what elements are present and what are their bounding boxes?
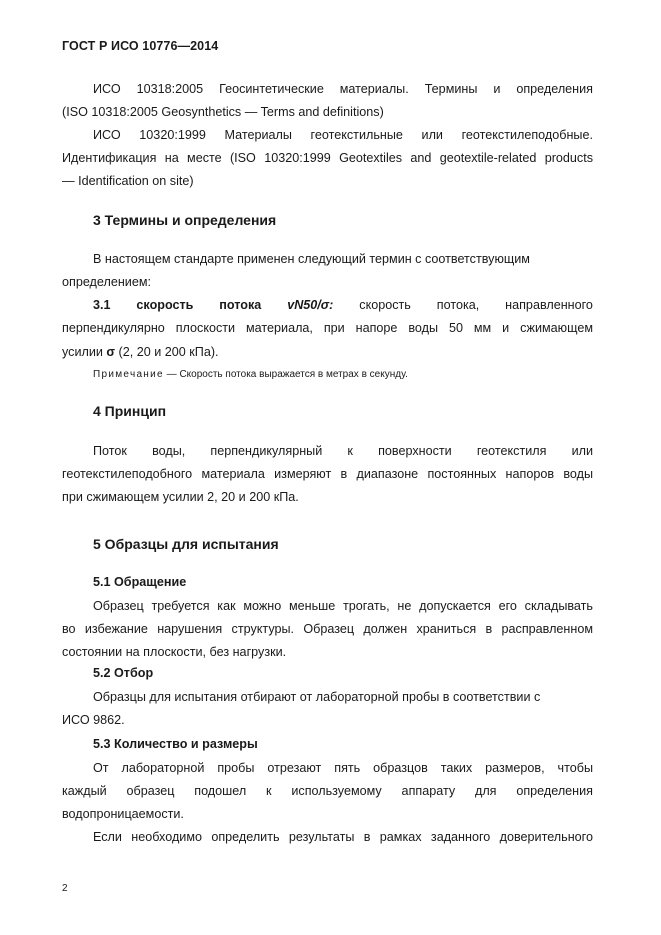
ref-2-line-2: Идентификация на месте (ISO 10320:1999 Geotextiles and geotextile-related products: [62, 151, 593, 165]
term-3-1-line-1: [93, 294, 593, 317]
note-text: — Скорость потока выражается в метрах в секунду.: [163, 369, 408, 380]
ref-1-line-2: (ISO 10318:2005 Geosynthetics — Terms and definitions): [62, 105, 384, 119]
term-word-1: скорость: [136, 298, 194, 312]
term-def-word-1: скорость: [359, 298, 411, 312]
section-3-intro-line-1: В настоящем стандарте применен следующий термин с соответствующим: [93, 252, 530, 266]
section-5-1-heading: 5.1 Обращение: [93, 575, 187, 589]
term-number: 3.1: [93, 298, 111, 312]
section-5-3-line-3: водопроницаемости.: [62, 807, 184, 821]
section-5-2-line-2: ИСО 9862.: [62, 713, 125, 727]
term-line-3-end: (2, 20 и 200 кПа).: [118, 345, 219, 359]
section-5-1-line-2: во избежание нарушения структуры. Образец должен храниться в расправленном: [62, 622, 593, 636]
note: [93, 369, 408, 380]
section-5-3-line-1: От лабораторной пробы отрезают пять образцов таких размеров, чтобы: [93, 761, 593, 775]
term-3-1-line-2: перпендикулярно плоскости материала, при напоре воды 50 мм и сжимающем: [62, 321, 593, 335]
section-5-3-line-2: каждый образец подошел к используемому аппарату для определения: [62, 784, 593, 798]
section-5-2-heading: 5.2 Отбор: [93, 666, 154, 680]
note-label: Примечание: [93, 369, 164, 380]
section-4-line-3: при сжимающем усилии 2, 20 и 200 кПа.: [62, 490, 299, 504]
ref-1-line-1: ИСО 10318:2005 Геосинтетические материалы. Термины и определения: [93, 82, 593, 96]
section-5-1-line-3: состоянии на плоскости, без нагрузки.: [62, 645, 287, 659]
section-5-3-heading: 5.3 Количество и размеры: [93, 737, 258, 751]
section-4-line-1: Поток воды, перпендикулярный к поверхности геотекстиля или: [93, 444, 593, 458]
ref-2-line-1: ИСО 10320:1999 Материалы геотекстильные или геотекстилеподобные.: [93, 128, 593, 142]
section-5-2-line-1: Образцы для испытания отбирают от лабораторной пробы в соответствии с: [93, 690, 541, 704]
term-symbol: vN50/σ:: [287, 298, 334, 312]
section-5-heading: 5 Образцы для испытания: [93, 536, 279, 552]
section-4-heading: 4 Принцип: [93, 403, 167, 419]
term-line-3-start: усилии: [62, 345, 103, 359]
standard-header: ГОСТ Р ИСО 10776—2014: [62, 39, 219, 53]
sigma-symbol: σ: [106, 345, 116, 359]
term-word-2: потока: [219, 298, 262, 312]
section-5-1-line-1: Образец требуется как можно меньше трогать, не допускается его складывать: [93, 599, 593, 613]
section-4-line-2: геотекстилеподобного материала измеряют в диапазоне постоянных напоров воды: [62, 467, 593, 481]
term-def-word-3: направленного: [505, 298, 593, 312]
term-def-word-2: потока,: [436, 298, 480, 312]
section-3-heading: 3 Термины и определения: [93, 212, 277, 228]
section-5-3-line-4: Если необходимо определить результаты в рамках заданного доверительного: [93, 830, 593, 844]
ref-2-line-3: — Identification on site): [62, 174, 194, 188]
page-number: 2: [62, 883, 68, 894]
section-3-intro-line-2: определением:: [62, 275, 151, 289]
term-3-1-line-3: [62, 341, 593, 364]
